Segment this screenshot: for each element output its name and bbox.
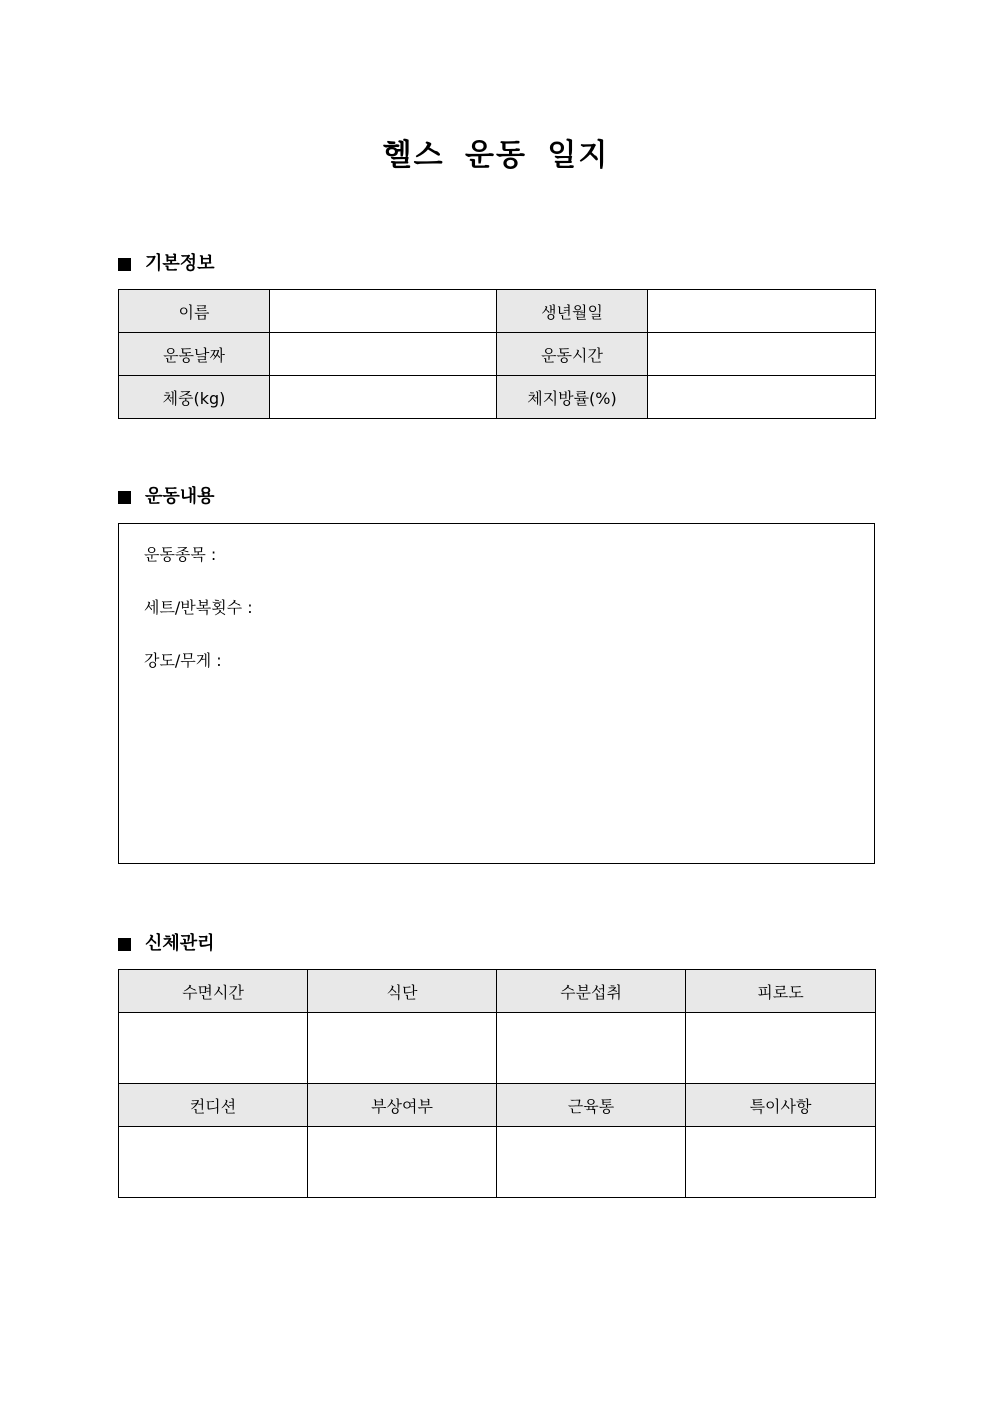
sleep-time-label: 수면시간 [119,970,308,1013]
square-bullet-icon [118,938,131,951]
table-row [119,1127,876,1198]
sleep-time-field[interactable] [119,1013,308,1084]
exercise-content-box[interactable] [118,523,875,864]
condition-label: 컨디션 [119,1084,308,1127]
body-care-table [118,969,876,1198]
muscle-pain-field[interactable] [497,1127,686,1198]
table-row [119,1084,876,1127]
exercise-date-field[interactable] [270,333,497,376]
fatigue-label: 피로도 [686,970,876,1013]
body-fat-label: 체지방률(%) [497,376,648,419]
section-heading-body-care [118,932,215,956]
exercise-time-label: 운동시간 [497,333,648,376]
section-heading-exercise [118,485,215,509]
table-row [119,290,876,333]
table-row [119,1013,876,1084]
birthdate-field[interactable] [648,290,876,333]
page-title: 헬스 운동 일지 [382,138,610,173]
water-intake-label: 수분섭취 [497,970,686,1013]
injury-label: 부상여부 [308,1084,497,1127]
fatigue-field[interactable] [686,1013,876,1084]
section-heading-basic-info [118,252,215,276]
name-field[interactable] [270,290,497,333]
weight-label: 체중(kg) [119,376,270,419]
section-heading-label: 운동내용 [145,486,215,507]
section-heading-label: 기본정보 [145,253,215,274]
diet-field[interactable] [308,1013,497,1084]
water-intake-field[interactable] [497,1013,686,1084]
injury-field[interactable] [308,1127,497,1198]
notes-label: 특이사항 [686,1084,876,1127]
table-row [119,333,876,376]
sets-reps-line: 세트/반복횟수 : [144,598,253,617]
diet-label: 식단 [308,970,497,1013]
intensity-weight-line: 강도/무게 : [144,651,222,670]
basic-info-table [118,289,876,419]
birthdate-label: 생년월일 [497,290,648,333]
section-heading-label: 신체관리 [145,933,215,954]
square-bullet-icon [118,258,131,271]
table-row [119,376,876,419]
notes-field[interactable] [686,1127,876,1198]
exercise-type-line: 운동종목 : [144,545,217,564]
exercise-time-field[interactable] [648,333,876,376]
muscle-pain-label: 근육통 [497,1084,686,1127]
square-bullet-icon [118,491,131,504]
weight-field[interactable] [270,376,497,419]
exercise-date-label: 운동날짜 [119,333,270,376]
name-label: 이름 [119,290,270,333]
condition-field[interactable] [119,1127,308,1198]
body-fat-field[interactable] [648,376,876,419]
table-row [119,970,876,1013]
